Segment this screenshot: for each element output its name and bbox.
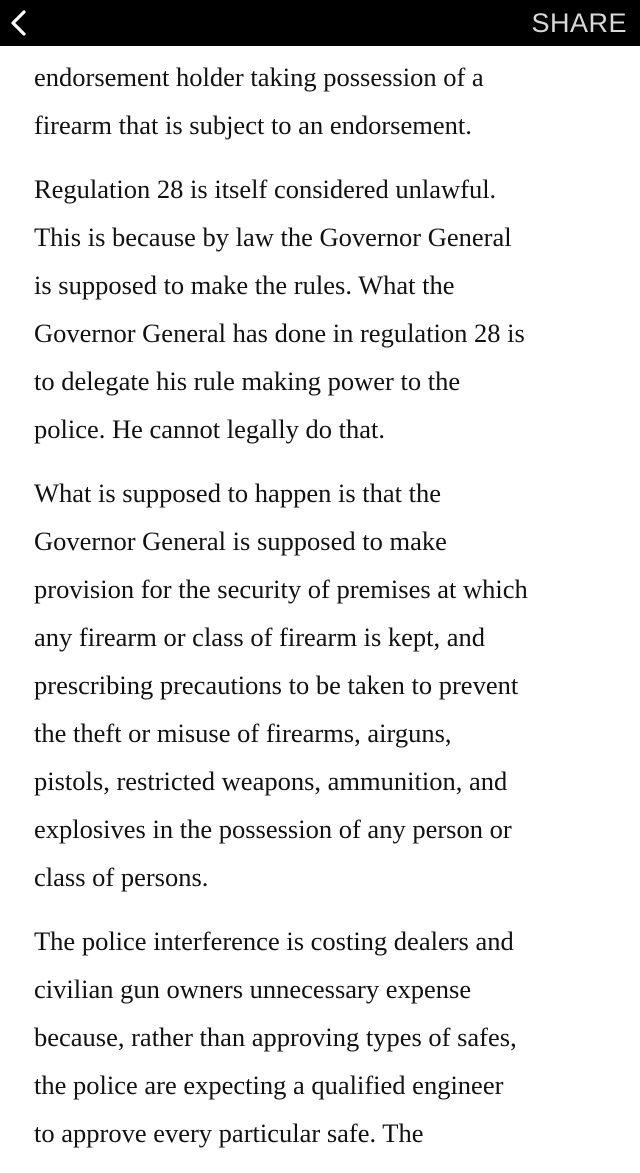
share-button[interactable]: SHARE bbox=[531, 8, 627, 38]
text-line: class of persons. bbox=[34, 862, 209, 892]
text-line: endorsement holder taking possession of a bbox=[34, 62, 484, 92]
text-line: to approve every particular safe. The bbox=[34, 1118, 424, 1148]
back-button[interactable] bbox=[0, 0, 46, 46]
chevron-left-icon bbox=[8, 10, 28, 36]
text-line: prescribing precautions to be taken to prevent bbox=[34, 670, 519, 700]
text-line: provision for the security of premises at which bbox=[34, 574, 528, 604]
text-line: the police are expecting a qualified engineer bbox=[34, 1070, 504, 1100]
text-line: This is because by law the Governor General bbox=[34, 222, 512, 252]
text-line: explosives in the possession of any person or bbox=[34, 814, 512, 844]
article-paragraph bbox=[34, 917, 624, 1157]
text-line: Regulation 28 is itself considered unlawful. bbox=[34, 174, 497, 204]
text-line: because, rather than approving types of safes, bbox=[34, 1022, 517, 1052]
text-line: What is supposed to happen is that the bbox=[34, 478, 441, 508]
text-line: the theft or misuse of firearms, airguns, bbox=[34, 718, 452, 748]
text-line: any firearm or class of firearm is kept, and bbox=[34, 622, 486, 652]
text-line: police. He cannot legally do that. bbox=[34, 414, 386, 444]
text-line: The police interference is costing dealers and bbox=[34, 926, 514, 956]
text-line: to delegate his rule making power to the bbox=[34, 366, 461, 396]
text-line: Governor General has done in regulation 28 is bbox=[34, 318, 525, 348]
text-line: pistols, restricted weapons, ammunition, and bbox=[34, 766, 508, 796]
top-navigation-bar bbox=[0, 0, 640, 46]
article-paragraph bbox=[34, 165, 624, 453]
text-line: firearm that is subject to an endorsement. bbox=[34, 110, 472, 140]
text-line: civilian gun owners unnecessary expense bbox=[34, 974, 472, 1004]
text-line: Governor General is supposed to make bbox=[34, 526, 447, 556]
article-paragraph bbox=[34, 469, 624, 901]
article-paragraph bbox=[34, 53, 624, 149]
article-body bbox=[34, 53, 624, 1173]
text-line: is supposed to make the rules. What the bbox=[34, 270, 455, 300]
